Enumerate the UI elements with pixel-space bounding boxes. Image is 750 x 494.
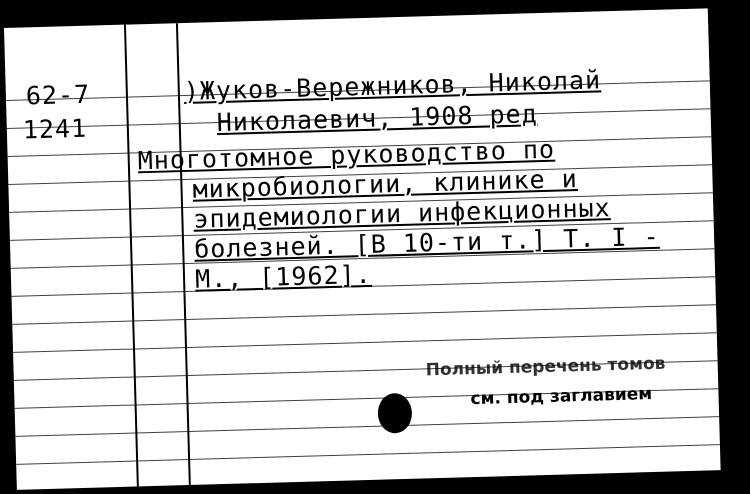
call-number-item: 1241 [22,113,88,145]
stamp-line: Полный перечень томов [425,353,666,381]
punch-hole [377,393,412,434]
title-line: эпидемиологии инфекционных [193,193,612,234]
ruled-line [16,444,720,465]
author-patronymic-line: Николаевич, 1908 ред [216,99,539,138]
ruled-line [12,304,716,325]
ruled-line [15,416,719,437]
call-number-class: 62-7 [25,79,91,111]
title-line: болезней. [В 10-ти т.] Т. I - [193,221,660,264]
title-line: микробиологии, клинике и [192,164,579,204]
ruled-line [13,332,717,353]
margin-line [124,25,139,487]
stamp-line: см. под заглавием [470,384,653,410]
author-name-line: )Жуков-Вережников, Николай [183,65,602,106]
catalog-card [4,8,721,489]
title-line: Многотомное руководство по [137,134,556,176]
imprint-line: М., [1962]. [194,259,373,294]
